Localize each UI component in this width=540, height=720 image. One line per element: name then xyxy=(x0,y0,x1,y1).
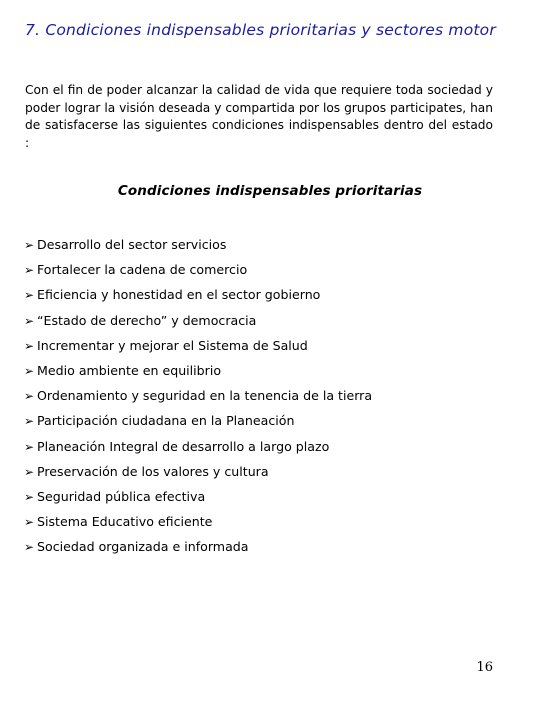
list-item xyxy=(24,336,372,361)
intro-paragraph: Con el fin de poder alcanzar la calidad de vida que requiere toda sociedad y poder lograr la visión deseada y compartida por los grupos participates, han de satisfacerse las siguientes condiciones indispensables dentro del estado : xyxy=(25,83,493,150)
list-item xyxy=(24,537,372,562)
arrowhead-bullet-icon: ➢ xyxy=(24,414,35,429)
arrowhead-bullet-icon: ➢ xyxy=(24,515,35,530)
arrowhead-bullet-icon: ➢ xyxy=(24,338,35,353)
list-item xyxy=(24,361,372,386)
list-item-text: Preservación de los valores y cultura xyxy=(37,463,269,479)
arrowhead-bullet-icon: ➢ xyxy=(24,238,35,252)
arrowhead-bullet-icon: ➢ xyxy=(24,288,35,303)
arrowhead-bullet-icon: ➢ xyxy=(24,389,35,404)
list-item-text: Sociedad organizada e informada xyxy=(37,539,249,555)
list-item xyxy=(24,512,372,537)
list-item-text: Sistema Educativo eficiente xyxy=(37,514,213,530)
arrowhead-bullet-icon: ➢ xyxy=(24,363,35,378)
arrowhead-bullet-icon: ➢ xyxy=(24,263,35,278)
list-heading: Condiciones indispensables prioritarias xyxy=(117,183,423,199)
list-item xyxy=(24,437,372,462)
list-item xyxy=(24,235,372,260)
conditions-list xyxy=(24,235,372,562)
list-item xyxy=(24,311,372,336)
arrowhead-bullet-icon: ➢ xyxy=(24,464,35,479)
list-item-text: “Estado de derecho” y democracia xyxy=(37,312,257,328)
arrowhead-bullet-icon: ➢ xyxy=(24,313,35,328)
list-item xyxy=(24,260,372,285)
list-item xyxy=(24,386,372,411)
list-item-text: Incrementar y mejorar el Sistema de Salud xyxy=(37,337,308,353)
list-item-text: Eficiencia y honestidad en el sector gobierno xyxy=(37,287,321,303)
list-item xyxy=(24,462,372,487)
list-item xyxy=(24,411,372,436)
list-item-text: Fortalecer la cadena de comercio xyxy=(37,262,248,278)
list-item xyxy=(24,487,372,512)
page-number: 16 xyxy=(476,660,493,675)
list-item-text: Participación ciudadana en la Planeación xyxy=(37,413,295,429)
arrowhead-bullet-icon: ➢ xyxy=(24,489,35,504)
section-title: 7. Condiciones indispensables prioritarias y sectores motor xyxy=(25,21,496,39)
list-item-text: Planeación Integral de desarrollo a largo plazo xyxy=(37,438,330,454)
list-item-text: Seguridad pública efectiva xyxy=(37,488,206,504)
arrowhead-bullet-icon: ➢ xyxy=(24,540,35,555)
list-item-text: Ordenamiento y seguridad en la tenencia de la tierra xyxy=(37,388,373,404)
arrowhead-bullet-icon: ➢ xyxy=(24,439,35,454)
list-item xyxy=(24,285,372,310)
list-item-text: Desarrollo del sector servicios xyxy=(37,237,227,252)
list-item-text: Medio ambiente en equilibrio xyxy=(37,362,222,378)
